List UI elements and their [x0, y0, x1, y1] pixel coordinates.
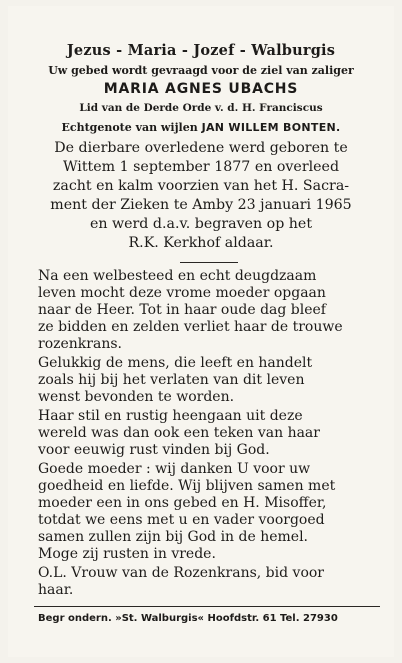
text-line: goedheid en liefde. Wij blijven samen met	[38, 478, 336, 494]
text-line: O.L. Vrouw van de Rozenkrans, bid voor	[38, 565, 324, 581]
text-line: Gelukkig de mens, die leeft en handelt	[38, 355, 313, 371]
divider-rule	[180, 262, 238, 263]
invocation-heading: Jezus - Maria - Jozef - Walburgis	[66, 42, 336, 59]
text-line: naar de Heer. Tot in haar oude dag bleef	[38, 302, 326, 318]
text-line: voor eeuwig rust vinden bij God.	[38, 442, 270, 458]
memorial-card	[8, 6, 394, 657]
bio-line: R.K. Kerkhof aldaar.	[128, 235, 274, 251]
text-line: zoals hij bij het verlaten van dit leven	[38, 372, 305, 388]
text-line: rozenkrans.	[38, 336, 122, 352]
text-line: Moge zij rusten in vrede.	[38, 546, 216, 562]
text-line: totdat we eens met u en vader voorgoed	[38, 512, 325, 528]
spouse-prefix: Echtgenote van wijlen	[61, 121, 198, 134]
text-line: Goede moeder : wij danken U voor uw	[38, 461, 311, 477]
text-line: Haar stil en rustig heengaan uit deze	[38, 408, 303, 424]
footer-rule	[34, 606, 380, 607]
text-line: moeder een in ons gebed en H. Misoffer,	[38, 495, 327, 511]
bio-line: zacht en kalm voorzien van het H. Sacra-	[52, 178, 350, 194]
spouse-line	[8, 121, 394, 134]
bio-line: ment der Zieken te Amby 23 januari 1965	[50, 197, 352, 213]
undertaker-footer: Begr ondern. »St. Walburgis« Hoofdstr. 61 Tel. 27930	[38, 613, 338, 624]
bio-line: De dierbare overledene werd geboren te	[54, 140, 348, 156]
spouse-name: JAN WILLEM BONTEN.	[201, 121, 341, 134]
text-line: samen zullen zijn bij God in de hemel.	[38, 529, 309, 545]
bio-line: en werd d.a.v. begraven op het	[89, 216, 313, 232]
bio-line: Wittem 1 september 1877 en overleed	[62, 159, 340, 175]
text-line: haar.	[38, 582, 74, 598]
text-line: Na een welbesteed en echt deugdzaam	[38, 268, 317, 284]
text-line: wenst bevonden te worden.	[38, 389, 235, 405]
order-membership-line: Lid van de Derde Orde v. d. H. Franciscus	[79, 102, 323, 114]
deceased-name: MARIA AGNES UBACHS	[103, 81, 299, 97]
text-line: ze bidden en zelden verliet haar de trouwe	[38, 319, 343, 335]
prayer-request-line: Uw gebed wordt gevraagd voor de ziel van zaliger	[48, 64, 354, 77]
text-line: wereld was dan ook een teken van haar	[38, 425, 320, 441]
text-line: leven mocht deze vrome moeder opgaan	[38, 285, 326, 301]
